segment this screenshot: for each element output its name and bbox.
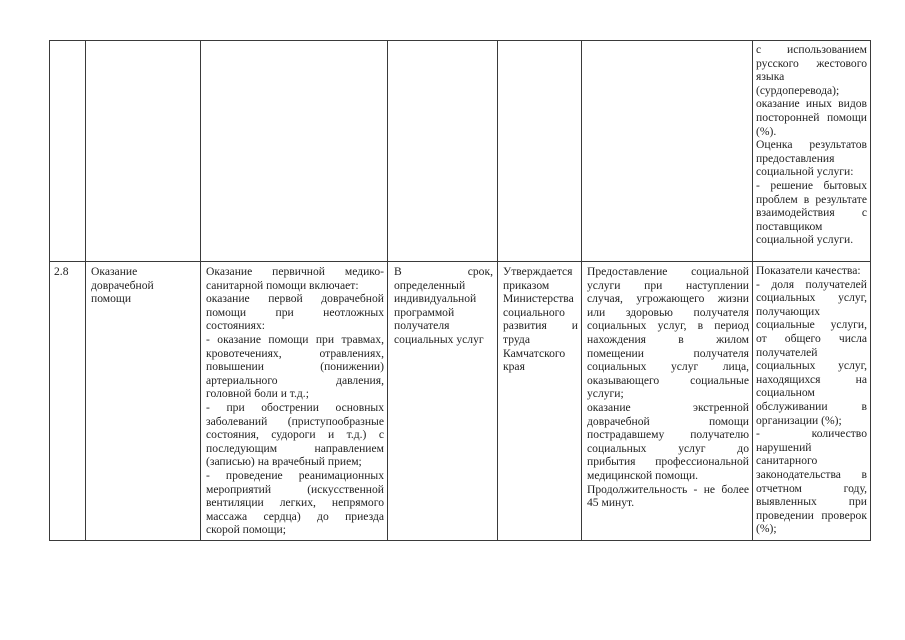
cell-service-cost-text-line: Министерства — [503, 292, 574, 306]
cell-service-content-paragraph — [206, 333, 384, 401]
cell-service-cost-text-line: края — [503, 360, 525, 374]
cell-service-content-text-line: помощи при неотложных — [206, 305, 384, 319]
cell-service-conditions-text-line: услуги при наступлении — [587, 278, 749, 292]
cell-service-conditions — [582, 262, 753, 541]
table-row-continuation — [50, 41, 871, 262]
cell-quality-indicators — [753, 262, 871, 541]
cell-service-content-text-line: заболеваний (приступообразные — [206, 414, 384, 428]
cell-service-conditions — [582, 41, 753, 262]
cell-quality-indicators-text-line: социальные услуги, — [756, 318, 867, 332]
table-row-2-8 — [50, 262, 871, 541]
cell-service-conditions-text-line: оказание экстренной — [587, 400, 749, 414]
cell-service-content-text-line: массажа сердца) до приезда — [206, 509, 384, 523]
cell-service-cost-text-line: труда — [503, 332, 530, 346]
cell-quality-indicators-text-line: языка — [756, 70, 785, 84]
cell-quality-indicators-paragraph — [756, 43, 867, 97]
cell-service-conditions-text-line: оказывающего социальные — [587, 373, 749, 387]
cell-quality-indicators-text-line: отчетном году, — [756, 481, 867, 495]
cell-service-content-text-line: состояния, судороги и т.д.) с — [206, 428, 384, 442]
cell-service-conditions-text-line: случая, угрожающего жизни — [587, 292, 749, 306]
cell-service-term-text-line: В срок, — [394, 265, 493, 278]
cell-service-content-text-line: состояниях: — [206, 319, 265, 333]
cell-quality-indicators-text-line: выявленных при — [756, 495, 867, 509]
cell-quality-indicators-paragraph — [756, 138, 867, 179]
cell-service-content-text-line: кровотечениях, отравлениях, — [206, 346, 384, 360]
cell-service-conditions-text-line: медицинской помощи. — [587, 468, 699, 482]
cell-quality-indicators-text-line: (%). — [756, 124, 777, 138]
cell-service-conditions-text-line: социальных услуг, в период — [587, 319, 749, 333]
cell-service-term-paragraph — [394, 265, 493, 347]
cell-number — [50, 41, 86, 262]
cell-service-term — [388, 262, 498, 541]
cell-service-content-paragraph — [206, 469, 384, 537]
cell-service-cost-text-line: развития и — [503, 319, 578, 333]
cell-quality-indicators-text-line: получающих — [756, 304, 820, 318]
cell-service-content — [201, 262, 388, 541]
cell-quality-indicators-text-line: санитарного — [756, 454, 818, 468]
cell-quality-indicators-text-line: русского жестового — [756, 56, 867, 70]
cell-quality-indicators-text-line: находящихся на — [756, 372, 867, 386]
cell-service-content-text-line: головной боли и т.д.; — [206, 387, 309, 401]
cell-service-cost-text-line: Камчатского — [503, 346, 566, 360]
cell-service-content-text-line: Оказание первичной медико- — [206, 265, 384, 278]
cell-service-content-text-line: - проведение реанимационных — [206, 468, 384, 482]
cell-service-name-paragraph — [91, 265, 197, 306]
cell-service-cost — [498, 262, 582, 541]
cell-service-term-text-line: программой — [394, 305, 455, 319]
cell-service-content-text-line: артериального давления, — [206, 373, 384, 387]
cell-quality-indicators-text-line: социальных услуг, — [756, 291, 867, 305]
social-services-table — [49, 40, 871, 541]
cell-quality-indicators-text-line: обслуживании в — [756, 399, 867, 413]
cell-quality-indicators-text-line: социальной услуги. — [756, 233, 854, 247]
cell-service-conditions-text-line: прибытия профессиональной — [587, 455, 749, 469]
cell-service-content-text-line: скорой помощи; — [206, 523, 286, 537]
cell-service-term-text-line: индивидуальной — [394, 292, 477, 306]
cell-service-cost-paragraph — [503, 265, 578, 374]
cell-quality-indicators-text-line: (%); — [756, 522, 777, 536]
cell-quality-indicators-text-line: взаимодействия с — [756, 206, 867, 220]
cell-service-content-text-line: (записью) на врачебный прием; — [206, 455, 362, 469]
cell-quality-indicators-paragraph — [756, 278, 867, 428]
cell-service-conditions-text-line: социальных услуг до — [587, 441, 749, 455]
cell-service-term-text-line: получателя — [394, 319, 450, 333]
cell-service-conditions-text-line: пострадавшему получателю — [587, 428, 749, 442]
cell-service-name-text-line: доврачебной — [91, 278, 154, 292]
cell-service-content-text-line: санитарной помощи включает: — [206, 278, 359, 292]
cell-quality-indicators-paragraph — [756, 427, 867, 536]
cell-quality-indicators-paragraph — [756, 179, 867, 247]
cell-service-conditions-text-line: помещении получателя — [587, 346, 749, 360]
cell-number: 2.8 — [50, 262, 86, 541]
cell-service-term-text-line: определенный — [394, 278, 466, 292]
cell-service-conditions-text-line: доврачебной помощи — [587, 414, 749, 428]
cell-quality-indicators-paragraph — [756, 97, 867, 138]
cell-quality-indicators-text-line: проблем в результате — [756, 192, 867, 206]
cell-service-cost-text-line: социального — [503, 305, 565, 319]
cell-service-conditions-paragraph — [587, 401, 749, 483]
cell-service-term — [388, 41, 498, 262]
cell-quality-indicators-text-line: социальной услуги: — [756, 165, 854, 179]
cell-quality-indicators-text-line: - доля получателей — [756, 277, 867, 291]
cell-service-conditions-text-line: нахождения в жилом — [587, 332, 749, 346]
cell-service-cost-text-line: Утверждается — [503, 265, 573, 278]
cell-service-content-text-line: повышении (понижении) — [206, 360, 384, 374]
cell-service-name — [86, 262, 201, 541]
cell-service-conditions-text-line: Предоставление социальной — [587, 265, 749, 278]
cell-service-conditions-paragraph — [587, 265, 749, 401]
cell-quality-indicators-text-line: - решение бытовых — [756, 178, 867, 192]
cell-service-name-text-line: Оказание — [91, 265, 138, 278]
cell-quality-indicators — [753, 41, 871, 262]
cell-service-conditions-paragraph — [587, 483, 749, 510]
cell-service-content-paragraph — [206, 265, 384, 292]
cell-quality-indicators-text-line: получателей — [756, 345, 818, 359]
cell-service-content-text-line: последующим направлением — [206, 441, 384, 455]
cell-quality-indicators-text-line: поставщиком — [756, 219, 823, 233]
cell-quality-indicators-text-line: от общего числа — [756, 331, 867, 345]
cell-service-cost — [498, 41, 582, 262]
cell-service-cost-text-line: приказом — [503, 278, 550, 292]
cell-service-content-text-line: мероприятий (искусственной — [206, 482, 384, 496]
cell-service-conditions-text-line: или здоровью получателя — [587, 305, 749, 319]
cell-service-content-text-line: - при обострении основных — [206, 400, 384, 414]
cell-service-content — [201, 41, 388, 262]
cell-quality-indicators-text-line: - количество — [756, 427, 867, 441]
cell-quality-indicators-text-line: нарушений — [756, 440, 812, 454]
cell-quality-indicators-text-line: законодательства в — [756, 467, 867, 481]
cell-quality-indicators-text-line: предоставления — [756, 151, 835, 165]
cell-service-conditions-text-line: услуги; — [587, 387, 624, 401]
cell-quality-indicators-text-line: (сурдоперевода); — [756, 83, 840, 97]
cell-service-content-text-line: вентиляции легких, непрямого — [206, 496, 384, 510]
cell-service-content-text-line: - оказание помощи при травмах, — [206, 332, 384, 346]
cell-quality-indicators-text-line: социальных услуг, — [756, 359, 867, 373]
cell-quality-indicators-text-line: проведении проверок — [756, 508, 867, 522]
cell-service-conditions-text-line: 45 минут. — [587, 496, 635, 510]
cell-service-content-text-line: оказание первой доврачебной — [206, 292, 384, 306]
cell-quality-indicators-text-line: с использованием — [756, 43, 867, 56]
cell-service-conditions-text-line: социальных услуг лица, — [587, 360, 749, 374]
cell-quality-indicators-text-line: посторонней помощи — [756, 110, 867, 124]
cell-service-name — [86, 41, 201, 262]
cell-quality-indicators-text-line: Показатели качества: — [756, 264, 861, 277]
cell-service-content-paragraph — [206, 401, 384, 469]
cell-service-conditions-text-line: Продолжительность - не более — [587, 482, 749, 496]
cell-quality-indicators-paragraph — [756, 264, 867, 278]
cell-quality-indicators-text-line: организации (%); — [756, 413, 842, 427]
cell-service-content-paragraph — [206, 292, 384, 333]
cell-quality-indicators-text-line: Оценка результатов — [756, 138, 867, 152]
cell-quality-indicators-text-line: оказание иных видов — [756, 97, 867, 111]
cell-quality-indicators-text-line: социальном — [756, 386, 815, 400]
cell-service-term-text-line: социальных услуг — [394, 332, 484, 346]
cell-service-name-text-line: помощи — [91, 292, 132, 306]
table-body — [50, 41, 871, 541]
